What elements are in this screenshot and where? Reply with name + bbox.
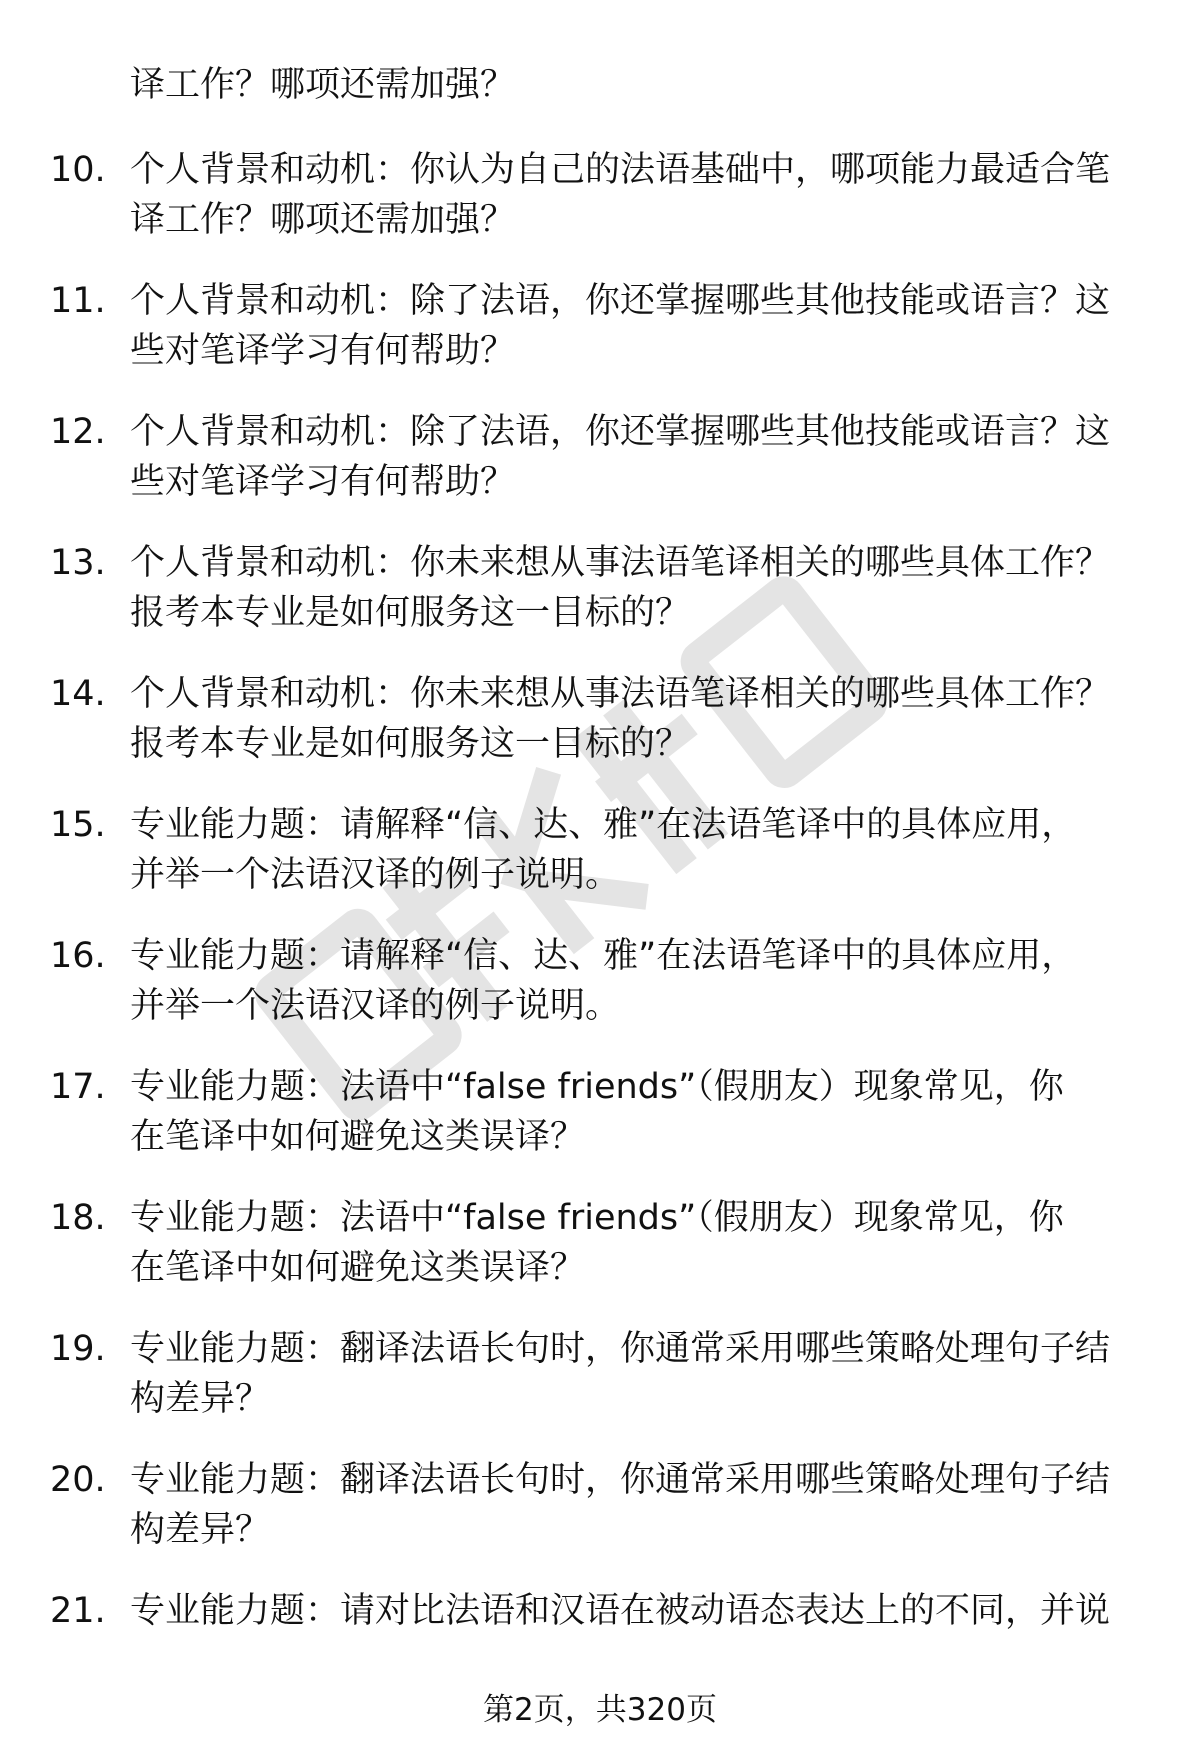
question-text-line: 个人背景和动机：除了法语，你还掌握哪些其他技能或语言？这 bbox=[130, 281, 1111, 321]
question-text bbox=[130, 276, 1140, 376]
question-text bbox=[130, 538, 1140, 638]
question-item bbox=[50, 669, 1150, 800]
question-number: 16. bbox=[50, 936, 106, 976]
question-text-line: 报考本专业是如何服务这一目标的？ bbox=[130, 724, 691, 764]
question-text bbox=[130, 407, 1140, 507]
question-item bbox=[50, 276, 1150, 407]
question-text bbox=[130, 1586, 1140, 1636]
question-text-line: 个人背景和动机：你未来想从事法语笔译相关的哪些具体工作？ bbox=[130, 674, 1111, 714]
question-text-line: 译工作？哪项还需加强？ bbox=[130, 200, 516, 240]
question-number: 13. bbox=[50, 543, 106, 583]
question-item bbox=[50, 931, 1150, 1062]
question-text-line: 并举一个法语汉译的例子说明。 bbox=[130, 986, 621, 1026]
question-text bbox=[130, 931, 1140, 1031]
continuation-line: 译工作？哪项还需加强？ bbox=[130, 65, 516, 105]
question-text-line: 构差异？ bbox=[130, 1379, 271, 1419]
question-text bbox=[130, 1455, 1140, 1555]
question-number: 17. bbox=[50, 1067, 106, 1107]
question-text bbox=[130, 145, 1140, 245]
question-item bbox=[50, 1193, 1150, 1324]
question-text-line: 在笔译中如何避免这类误译？ bbox=[130, 1248, 586, 1288]
question-number: 12. bbox=[50, 412, 106, 452]
question-item bbox=[50, 145, 1150, 276]
question-item bbox=[50, 1324, 1150, 1455]
question-item bbox=[50, 407, 1150, 538]
question-text-line: 些对笔译学习有何帮助？ bbox=[130, 331, 516, 371]
question-number: 14. bbox=[50, 674, 106, 714]
question-number: 10. bbox=[50, 150, 106, 190]
question-text-line: 报考本专业是如何服务这一目标的？ bbox=[130, 593, 691, 633]
question-item bbox=[50, 800, 1150, 931]
question-text-line: 构差异？ bbox=[130, 1510, 271, 1550]
question-number: 15. bbox=[50, 805, 106, 845]
question-text-line: 专业能力题：法语中“false friends”（假朋友）现象常见，你 bbox=[130, 1067, 1064, 1107]
question-number: 21. bbox=[50, 1591, 106, 1631]
question-text bbox=[130, 800, 1140, 900]
question-text-line: 专业能力题：翻译法语长句时，你通常采用哪些策略处理句子结 bbox=[130, 1460, 1111, 1500]
question-text-line: 个人背景和动机：你认为自己的法语基础中，哪项能力最适合笔 bbox=[130, 150, 1111, 190]
question-text-line: 专业能力题：请解释“信、达、雅”在法语笔译中的具体应用， bbox=[130, 805, 1077, 845]
question-number: 20. bbox=[50, 1460, 106, 1500]
question-text-line: 专业能力题：请解释“信、达、雅”在法语笔译中的具体应用， bbox=[130, 936, 1077, 976]
question-text-line: 些对笔译学习有何帮助？ bbox=[130, 462, 516, 502]
question-text bbox=[130, 1062, 1140, 1162]
question-text-line: 专业能力题：翻译法语长句时，你通常采用哪些策略处理句子结 bbox=[130, 1329, 1111, 1369]
question-list bbox=[50, 145, 1150, 1717]
question-number: 11. bbox=[50, 281, 106, 321]
question-text-line: 个人背景和动机：你未来想从事法语笔译相关的哪些具体工作？ bbox=[130, 543, 1111, 583]
question-text bbox=[130, 669, 1140, 769]
question-item bbox=[50, 1455, 1150, 1586]
question-number: 18. bbox=[50, 1198, 106, 1238]
question-text-line: 专业能力题：法语中“false friends”（假朋友）现象常见，你 bbox=[130, 1198, 1064, 1238]
question-number: 19. bbox=[50, 1329, 106, 1369]
question-text-line: 在笔译中如何避免这类误译？ bbox=[130, 1117, 586, 1157]
question-text-line: 并举一个法语汉译的例子说明。 bbox=[130, 855, 621, 895]
question-item bbox=[50, 538, 1150, 669]
question-text bbox=[130, 1324, 1140, 1424]
question-text bbox=[130, 1193, 1140, 1293]
question-text-line: 专业能力题：请对比法语和汉语在被动语态表达上的不同，并说 bbox=[130, 1591, 1111, 1631]
question-item bbox=[50, 1062, 1150, 1193]
page-footer: 第2页，共320页 bbox=[483, 1692, 717, 1728]
question-text-line: 个人背景和动机：除了法语，你还掌握哪些其他技能或语言？这 bbox=[130, 412, 1111, 452]
